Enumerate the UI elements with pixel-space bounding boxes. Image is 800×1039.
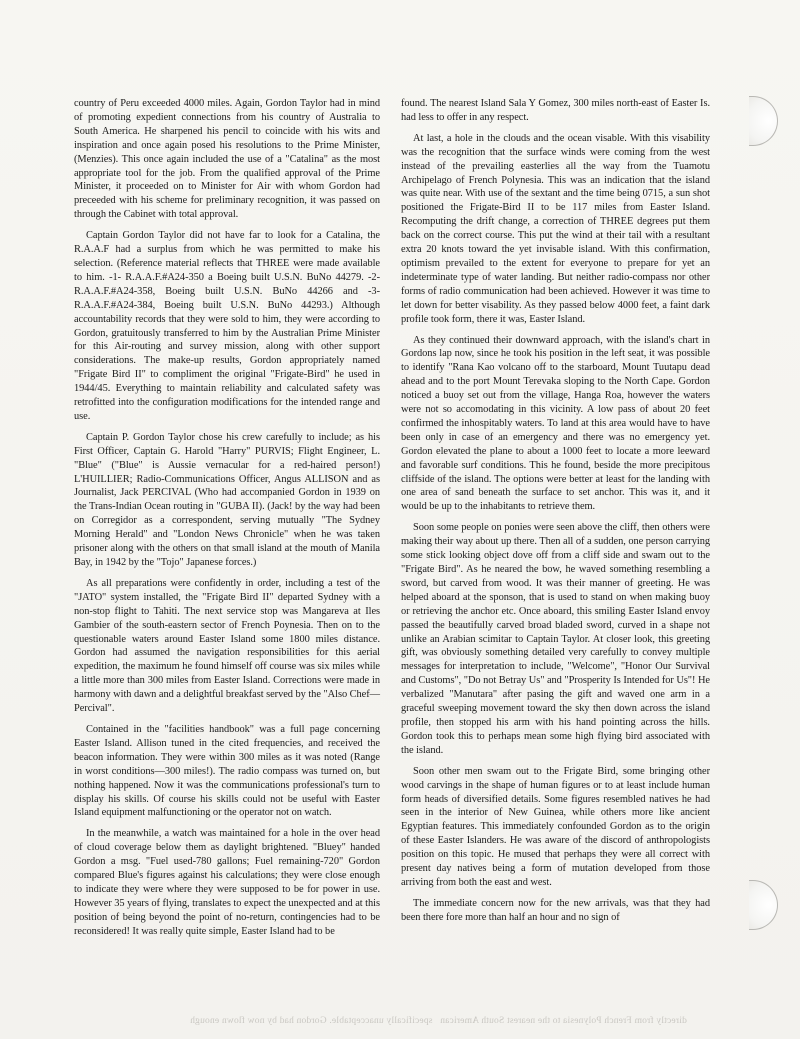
paragraph: Soon some people on ponies were seen above the cliff, then others were making their way about up there. Then all of a sudden, one person carrying some stick looking object dove off from a cliff side and swam out to the "Frigate Bird". As he neared the bow, he waved something resembling a sword, but carved from wood. It was their manner of greeting. He was helped aboard at the sponson, that is used to stand on when making buoy or retrieving the anchor etc. Once aboard, this smiling Easter Island envoy passed the beautifully carved broad bladed sword, curved in a shape not unlike an Arabian scimitar to Captain Taylor. At closer look, this greeting gift, was obviously something detailed very carefully to convey multiple messages for interpretation to include, "Welcome", "Honor Our Survival and Customs", "Do not Betray Us" and "Prosperity Is Intended for Us"! He verbalized "Manutara" after pasing the gift and waved one arm in a graceful sweeping movement toward the sky then down across the island profile, then stopped his arm with his hand pointing across the hills. Gordon took this to perhaps mean some high flying bird associated with the island. (401, 522, 710, 756)
paragraph: As all preparations were confidently in order, including a test of the "JATO" system installed, the "Frigate Bird II" departed Sydney with a non-stop flight to Tahiti. The next service stop was Mangareva at Iles Gambier of the south-eastern sector of French Poynesia. Then on to the questionable waters around Easter Island some 1800 miles distance. Gordon had assumed the navigation responsibilities for this aerial expedition, the maximum he found himself off course was six miles while a little more than 300 miles from Easter Island. Corrections were made in harmony with dawn and a delightful breakfast served by the "Also Chef—Percival". (74, 577, 380, 715)
paragraph: Contained in the "facilities handbook" was a full page concerning Easter Island. Allison tuned in the cited frequencies, and received the beacon information. They were within 300 miles as it was noted (Range in worst conditions—300 miles!). The radio compass was turned on, but nothing happened. Now it was the communications professional's turn to display his skills. Of course his skills could not be useful with Easter Island equipment malfunctioning or the operator not on watch. (74, 723, 380, 819)
punch-hole-top (749, 96, 778, 146)
bleed-through-text-right: directly from French Polynesia to the nearest South American (440, 1016, 687, 1026)
paragraph: country of Peru exceeded 4000 miles. Again, Gordon Taylor had in mind of promoting expedient connections from his country of Australia to South America. He sharpened his pencil to coincide with his wits and inspiration and once again posed his resolutions to the Prime Minister, (Menzies). This once again included the use of a "Catalina" as the most appropriate tool for the job. From the qualified approval of the Prime Minister, it proceeded on to Minister for Air with whom Gordon had preceeded with his scheme for preliminary recognition, it was passed on through the Cabinet with total approval. (74, 98, 380, 221)
paragraph: As they continued their downward approach, with the island's chart in Gordons lap now, since he took his position in the left seat, it was possible to identify "Rana Kao volcano off to the starboard, Mount Tuutapu dead ahead and to the port Mount Terevaka sloping to the North Cape. Gordon noticed a buoy set out from the village, Hanga Roa, however the waters were not so accomodating in this vicinity. A low pass of about 20 feet confirmed the inhospitably waters. To land at this area would have to have been only in case of an emergency and there was no emergency yet. Gordon elevated the plane to about a 1000 feet to locate a more leeward and favorable surf conditions. This he found, beside the more precipitous cliffside of the island. The options were better at least for the landing with one area of sand beneath the surface to set anchor. This was it, and it would be up to the inhabitants to retrieve them. (401, 334, 710, 513)
bleed-through-text-left: specifically unacceptable. Gordon had by now flown enough (190, 1016, 433, 1026)
paragraph: Captain Gordon Taylor did not have far to look for a Catalina, the R.A.A.F had a surplus from which he was permitted to make his selection. (Reference material reflects that THREE were made available to him. -1- R.A.A.F.#A24-350 a Boeing built U.S.N. BuNo 44279. -2- R.A.A.F.#A24-358, Boeing built U.S.N. BuNo 44266 and -3- R.A.A.F.#A24-384, Boeing built U.S.N. BuNo 44293.) Although accountability records that they were sold to him, they were according to Gordon, gratuitously transferred to him by the Australian Prime Minister for this Air-routing and survey mission, along with other support considerations. The make-up results, Gordon appropriately named "Frigate Bird II" to compliment the original "Frigate-Bird" he used in 1944/45. Everything to maintain reliability and calculated safety was retrofitted into the configuration modifications for the intended range and use. (74, 230, 380, 422)
paragraph: found. The nearest Island Sala Y Gomez, 300 miles north-east of Easter Is. had less to offer in any respect. (401, 98, 710, 123)
paragraph: Soon other men swam out to the Frigate Bird, some bringing other wood carvings in the shape of human figures or to at least include human form heads of diversified details. Some figures resembled natives he had seen in the interior of New Guinea, while others more like ancient Egyptian features. This immediately confounded Gordon as to the origin of these Easter Islanders. He was aware of the discord of anthropologists position on this topic. He mused that perhaps they were all correct with present day natives being a form of mutation developed from those arriving from both the east and west. (401, 765, 710, 888)
right-column (401, 97, 710, 932)
paragraph: In the meanwhile, a watch was maintained for a hole in the over head of cloud coverage below them as daylight brightened. "Bluey" handed Gordon a msg. "Fuel used-780 gallons; Fuel remaining-720" Gordon compared Blue's figures against his calculations; they were close enough to indicate they were where they were supposed to be for power in use. However 35 years of flying, translates to expect the unexpected and at this position of being beyond the point of no-return, contingencies had to be reconsidered! It was really quite simple, Easter Island had to be (74, 828, 380, 937)
left-column (74, 97, 380, 946)
paragraph: The immediate concern now for the new arrivals, was that they had been there fore more than half an hour and no sign of (401, 897, 710, 923)
punch-hole-bottom (749, 880, 778, 930)
paragraph: Captain P. Gordon Taylor chose his crew carefully to include; as his First Officer, Captain G. Harold "Harry" PURVIS; Flight Engineer, L. "Blue" ("Blue" is Aussie vernacular for a red-haired person!) L'HUILLIER; Radio-Communications Officer, Angus ALLISON and as Journalist, Jack PERCIVAL (Who had accompanied Gordon in 1939 on the Trans-Indian Ocean routing in "GUBA II). (Jack! by the way had been on Corregidor as a correspondent, serving mutually "The Sydney Morning Herald" and "London News Chronicle" when he was taken prisoner along with the others on that small island at the mouth of Manila Bay, in 1942 by the "Tojo" Japanese forces.) (74, 431, 380, 568)
paragraph: At last, a hole in the clouds and the ocean visable. With this visability was the recognition that the surface winds were coming from the west instead of the prevailing easterlies all the way from the Tuamotu Archipelago of French Polynesia. This was an indication that the island was quite near. With use of the sextant and the time being 0715, a sun shot positioned the Frigate-Bird II to be 117 miles from Easter Island. Recomputing the drift change, a correction of THREE degrees put them back on the correct course. This put the wind at their tail with a resultant extra 20 knots toward the yet invisable island. With this confirmation, optimism prevailed to the extent for everyone to prepare for yet an indeterminate type of water landing. But neither radio-compass nor other forms of radio communication had been achieved. However it was time to let down for better visability. As they passed below 4000 feet, a faint dark profile took form, there it was, Easter Island. (401, 132, 710, 325)
